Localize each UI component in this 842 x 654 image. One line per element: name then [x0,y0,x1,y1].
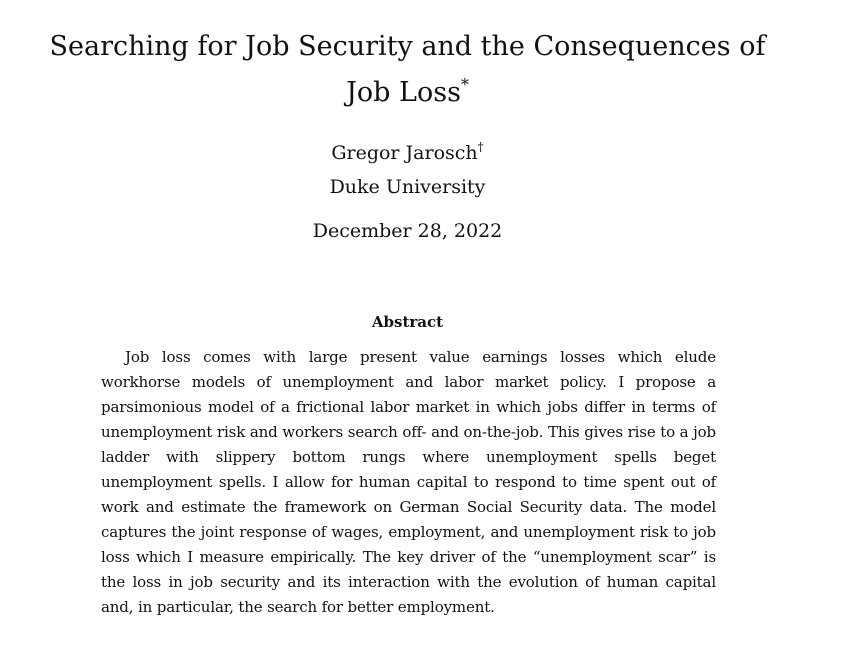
abstract-body: Job loss comes with large present value earnings losses which elude workhorse models of unemployment and labor market policy. I propose a parsimonious model of a frictional labor market in which jobs differ in terms of unemployment risk and workers search off- and on-the-job. This gives rise to a job ladder with slippery bottom rungs where unemployment spells beget unemployment spells. I allow for human capital to respond to time spent out of work and estimate the framework on German Social Security data. The model captures the joint response of wages, employment, and unemployment risk to job loss which I measure empirically. The key driver of the “unemployment scar” is the loss in job security and its interaction with the evolution of human capital and, in particular, the search for better employment. [101,348,716,616]
author-footnote-mark: † [477,140,484,154]
paper-title-text: Searching for Job Security and the Consequences of Job Loss [49,31,766,108]
author-affiliation: Duke University [329,176,486,198]
author-name [0,142,815,164]
paper-date: December 28, 2022 [312,220,503,242]
abstract-heading: Abstract [371,313,444,331]
title-footnote-mark: * [460,75,469,94]
paper-title [40,24,775,116]
author-name-text: Gregor Jarosch [331,142,478,164]
